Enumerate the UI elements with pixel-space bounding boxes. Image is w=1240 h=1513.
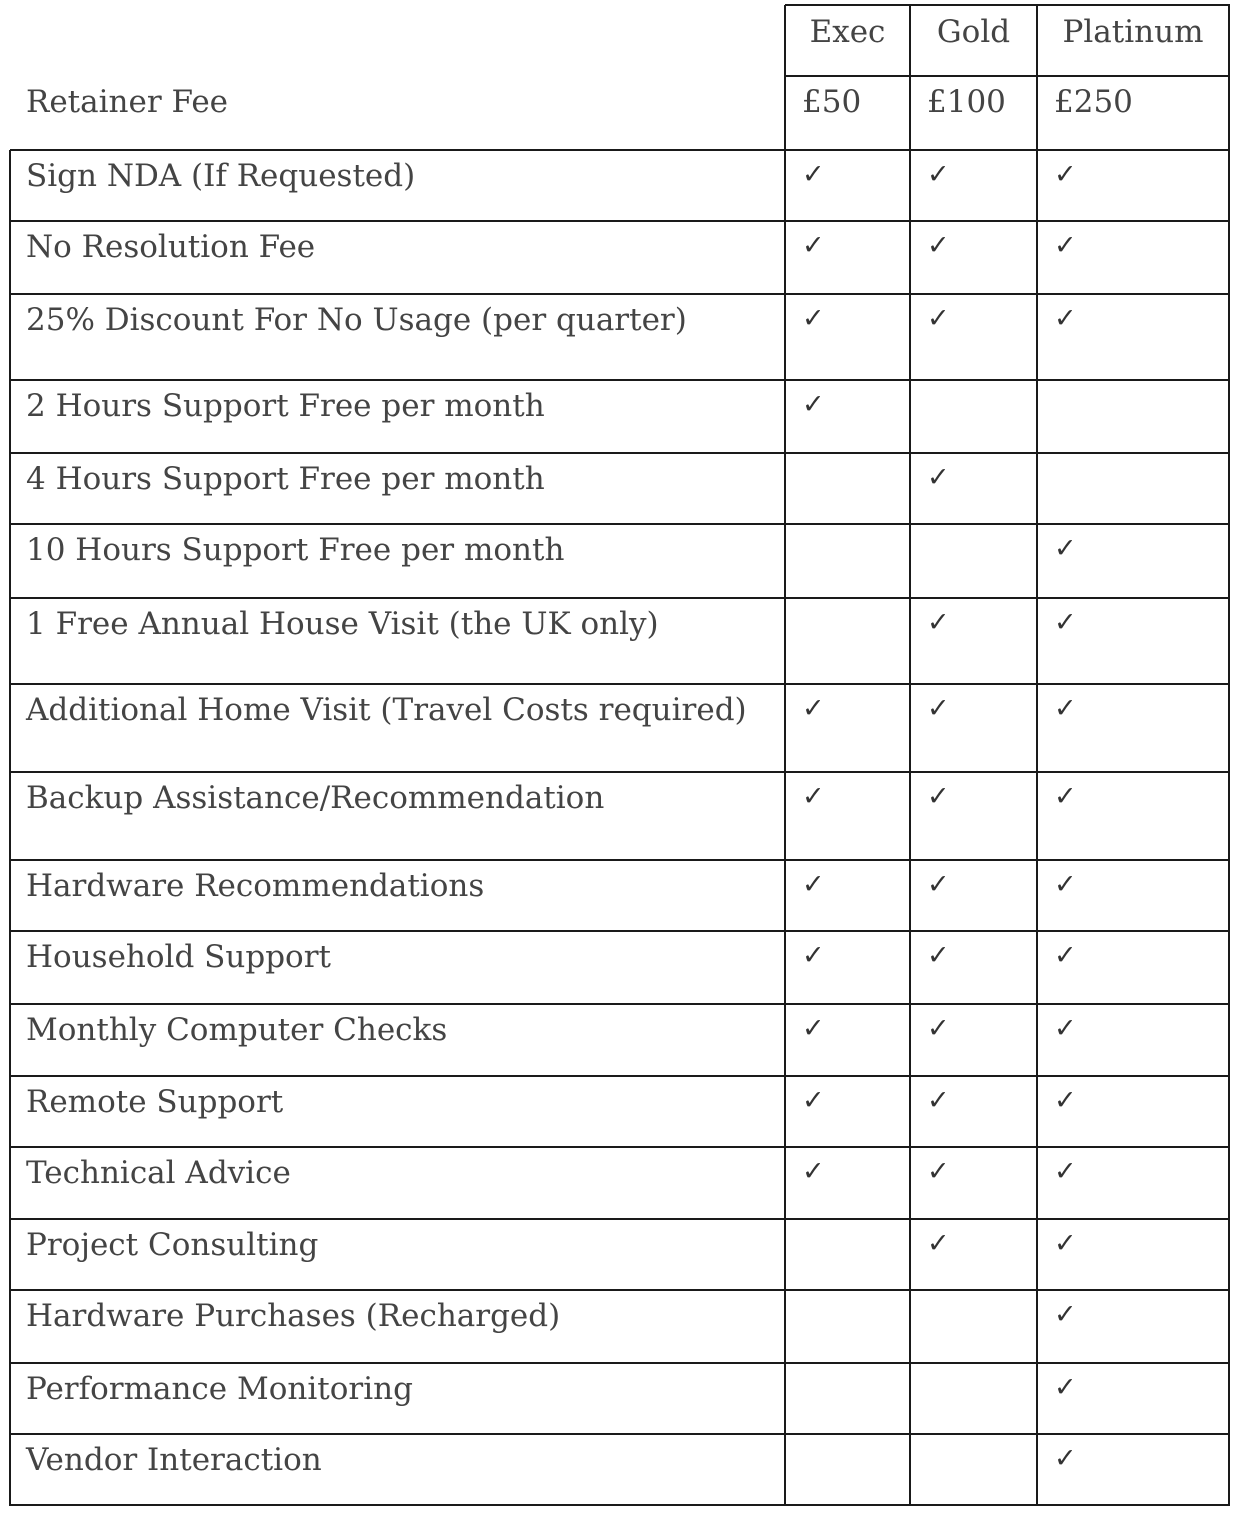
check-mark-icon: ✓: [802, 389, 825, 420]
column-header-platinum: Platinum: [1062, 14, 1204, 50]
check-mark-icon: ✓: [1054, 1443, 1077, 1474]
tier-cell-exec: [785, 1087, 910, 1147]
tier-cell-platinum: [1037, 1374, 1229, 1434]
feature-label: 10 Hours Support Free per month: [26, 532, 565, 568]
tier-cell-exec: [785, 1445, 910, 1505]
feature-label: 25% Discount For No Usage (per quarter): [26, 302, 687, 338]
check-mark-icon: ✓: [1054, 781, 1077, 812]
check-mark-icon: ✓: [802, 230, 825, 261]
tier-cell-platinum: [1037, 1158, 1229, 1219]
tier-cell-exec: [785, 695, 910, 772]
check-mark-icon: ✓: [1054, 303, 1077, 334]
check-mark-icon: ✓: [802, 1013, 825, 1044]
feature-label: No Resolution Fee: [26, 229, 316, 265]
tier-cell-platinum: [1037, 1087, 1229, 1147]
tier-cell-platinum: [1037, 1015, 1229, 1076]
tier-cell-exec: [785, 1301, 910, 1363]
tier-cell-gold: [910, 464, 1037, 524]
feature-label: Vendor Interaction: [26, 1442, 322, 1478]
feature-label: Hardware Recommendations: [26, 868, 485, 904]
check-mark-icon: ✓: [802, 159, 825, 190]
tier-cell-gold: [910, 695, 1037, 772]
tier-cell-platinum: [1037, 1445, 1229, 1505]
check-mark-icon: ✓: [927, 781, 950, 812]
tier-cell-platinum: [1037, 305, 1229, 380]
check-mark-icon: ✓: [1054, 533, 1077, 564]
check-mark-icon: ✓: [1054, 1372, 1077, 1403]
check-mark-icon: ✓: [927, 159, 950, 190]
check-mark-icon: ✓: [927, 303, 950, 334]
tier-cell-gold: [910, 783, 1037, 860]
tier-cell-gold: [910, 535, 1037, 598]
feature-label: Performance Monitoring: [26, 1371, 413, 1407]
check-mark-icon: ✓: [802, 693, 825, 724]
tier-cell-gold: [910, 1015, 1037, 1076]
feature-label: Backup Assistance/Recommendation: [26, 780, 605, 816]
tier-cell-exec: [785, 161, 910, 221]
retainer-fee-exec: £50: [802, 84, 862, 120]
check-mark-icon: ✓: [802, 1156, 825, 1187]
feature-label: Monthly Computer Checks: [26, 1012, 448, 1048]
check-mark-icon: ✓: [927, 869, 950, 900]
tier-cell-exec: [785, 783, 910, 860]
tier-cell-exec: [785, 1230, 910, 1290]
feature-label: 4 Hours Support Free per month: [26, 461, 545, 497]
tier-cell-exec: [785, 464, 910, 524]
check-mark-icon: ✓: [802, 869, 825, 900]
tier-cell-exec: [785, 1374, 910, 1434]
tier-cell-exec: [785, 1158, 910, 1219]
check-mark-icon: ✓: [1054, 230, 1077, 261]
retainer-fee-label: Retainer Fee: [26, 84, 229, 120]
tier-cell-platinum: [1037, 161, 1229, 221]
check-mark-icon: ✓: [1054, 159, 1077, 190]
column-header-exec: Exec: [809, 14, 886, 50]
tier-cell-gold: [910, 1087, 1037, 1147]
tier-cell-gold: [910, 232, 1037, 294]
feature-label: Household Support: [26, 939, 331, 975]
tier-cell-platinum: [1037, 391, 1229, 453]
tier-cell-gold: [910, 391, 1037, 453]
check-mark-icon: ✓: [1054, 607, 1077, 638]
check-mark-icon: ✓: [802, 940, 825, 971]
tier-cell-gold: [910, 1301, 1037, 1363]
check-mark-icon: ✓: [802, 1085, 825, 1116]
check-mark-icon: ✓: [927, 230, 950, 261]
check-mark-icon: ✓: [927, 607, 950, 638]
feature-label: Hardware Purchases (Recharged): [26, 1298, 561, 1334]
tier-cell-exec: [785, 305, 910, 380]
check-mark-icon: ✓: [927, 940, 950, 971]
tier-cell-exec: [785, 871, 910, 931]
check-mark-icon: ✓: [802, 781, 825, 812]
check-mark-icon: ✓: [1054, 1013, 1077, 1044]
tier-cell-platinum: [1037, 464, 1229, 524]
tier-cell-platinum: [1037, 232, 1229, 294]
check-mark-icon: ✓: [1054, 1156, 1077, 1187]
tier-cell-gold: [910, 1445, 1037, 1505]
check-mark-icon: ✓: [1054, 1299, 1077, 1330]
tier-cell-gold: [910, 1230, 1037, 1290]
tier-cell-platinum: [1037, 942, 1229, 1004]
feature-label: Project Consulting: [26, 1227, 319, 1263]
tier-cell-platinum: [1037, 871, 1229, 931]
check-mark-icon: ✓: [927, 1085, 950, 1116]
check-mark-icon: ✓: [927, 462, 950, 493]
feature-label: Technical Advice: [26, 1155, 291, 1191]
retainer-fee-gold: £100: [927, 84, 1006, 120]
column-header-gold: Gold: [936, 14, 1011, 50]
tier-cell-platinum: [1037, 783, 1229, 860]
tier-cell-gold: [910, 1158, 1037, 1219]
tier-cell-exec: [785, 1015, 910, 1076]
tier-cell-gold: [910, 871, 1037, 931]
check-mark-icon: ✓: [927, 1156, 950, 1187]
tier-cell-exec: [785, 391, 910, 453]
tier-cell-gold: [910, 161, 1037, 221]
check-mark-icon: ✓: [927, 1228, 950, 1259]
tier-cell-exec: [785, 535, 910, 598]
feature-label: 2 Hours Support Free per month: [26, 388, 545, 424]
check-mark-icon: ✓: [927, 1013, 950, 1044]
tier-cell-gold: [910, 609, 1037, 684]
feature-label: Remote Support: [26, 1084, 284, 1120]
grid-line: [785, 4, 1230, 6]
check-mark-icon: ✓: [1054, 940, 1077, 971]
tier-cell-platinum: [1037, 609, 1229, 684]
tier-cell-platinum: [1037, 535, 1229, 598]
tier-cell-exec: [785, 942, 910, 1004]
tier-cell-gold: [910, 1374, 1037, 1434]
check-mark-icon: ✓: [1054, 1228, 1077, 1259]
tier-cell-exec: [785, 609, 910, 684]
tier-cell-platinum: [1037, 1301, 1229, 1363]
check-mark-icon: ✓: [1054, 1085, 1077, 1116]
tier-cell-gold: [910, 942, 1037, 1004]
retainer-fee-platinum: £250: [1054, 84, 1133, 120]
tier-cell-platinum: [1037, 1230, 1229, 1290]
tier-cell-exec: [785, 232, 910, 294]
tier-cell-platinum: [1037, 695, 1229, 772]
tier-cell-gold: [910, 305, 1037, 380]
check-mark-icon: ✓: [1054, 869, 1077, 900]
feature-label: 1 Free Annual House Visit (the UK only): [26, 606, 659, 642]
check-mark-icon: ✓: [927, 693, 950, 724]
check-mark-icon: ✓: [1054, 693, 1077, 724]
feature-label: Sign NDA (If Requested): [26, 158, 416, 194]
feature-label: Additional Home Visit (Travel Costs required): [26, 692, 747, 728]
check-mark-icon: ✓: [802, 303, 825, 334]
